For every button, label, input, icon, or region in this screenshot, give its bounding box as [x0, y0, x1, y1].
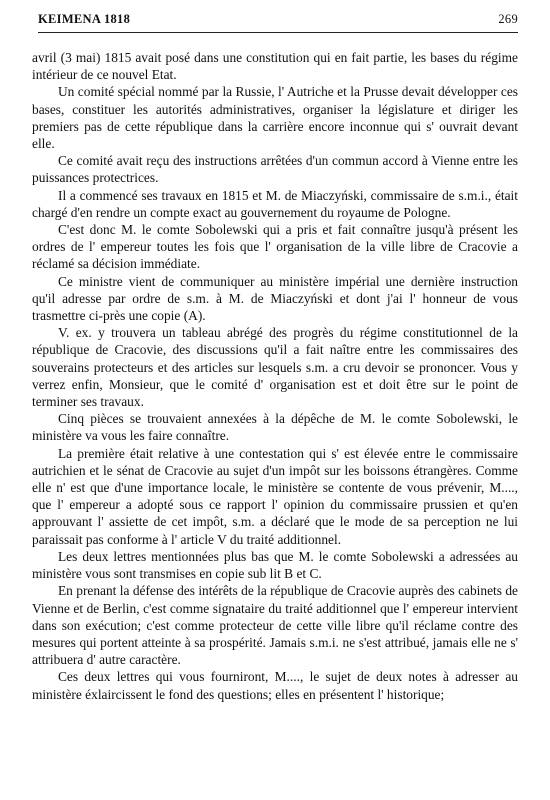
paragraph: C'est donc M. le comte Sobolewski qui a pris et fait connaître jusqu'à présent les ordres de l' empereur toutes les fois que l' organisation de la ville libre de Cracovie a réclamé sa décision immédiate. — [32, 222, 518, 272]
running-header — [32, 12, 518, 28]
paragraph: Il a commencé ses travaux en 1815 et M. de Miaczyński, commissaire de s.m.i., était chargé d'en rendre un compte exact au gouvernement du royaume de Pologne. — [32, 187, 518, 220]
paragraph: avril (3 mai) 1815 avait posé dans une constitution qui en fait partie, les bases du régime intérieur de ce nouvel Etat. — [32, 50, 518, 83]
body-text — [32, 49, 518, 703]
page-number: 269 — [498, 12, 518, 26]
paragraph: Un comité spécial nommé par la Russie, l' Autriche et la Prusse devait développer ces bases, constituer les autorités administratives, organiser la législature et diriger les premiers pas de cette république dans la carrière encore inconnue qui s' ouvrait devant elle. — [32, 84, 518, 152]
paragraph: Ce ministre vient de communiquer au ministère impérial une dernière instruction qu'il adresse par ordre de s.m. à M. de Miaczyński et dont j'ai l' honneur de vous trasmettre ci-près une copie (A). — [32, 273, 518, 324]
paragraph: Ce comité avait reçu des instructions arrêtées d'un commun accord à Vienne entre les puissances protectrices. — [32, 153, 518, 186]
paragraph: Les deux lettres mentionnées plus bas que M. le comte Sobolewski a adressées au ministère vous sont transmises en copie sub lit B et C. — [32, 548, 518, 582]
running-title: KEIMENA 1818 — [38, 12, 131, 26]
paragraph: En prenant la défense des intérêts de la république de Cracovie auprès des cabinets de Vienne et de Berlin, c'est comme signataire du traité additionnel que l' empereur intervient dans son exécution; c'est comme protecteur de cette ville libre qu'il réclame contre des mesures qui portent atteinte à sa prospérité. Jamais s.m.i. ne s'est attribué, jamais elle ne s' attribuera d' autre caractère. — [32, 583, 518, 668]
paragraph: Cinq pièces se trouvaient annexées à la dépêche de M. le comte Sobolewski, le ministère va vous les faire connaître. — [32, 411, 518, 444]
document-page — [32, 12, 518, 703]
header-rule — [38, 32, 518, 33]
paragraph: Ces deux lettres qui vous fourniront, M...., le sujet de deux notes à adresser au ministère éxlaircissent le fond des questions; elles en présentent l' historique; — [32, 669, 518, 702]
paragraph: La première était relative à une contestation qui s' est élevée entre le commissaire autrichien et le sénat de Cracovie au sujet d'un impôt sur les boissons étrangères. Comme elle n' est que d'une importance locale, le ministère se contente de vous prévenir, M...., que l' empereur a adopté sous ce rapport l' opinion du commissaire prussien et qu'en approuvant l' assiette de cet impôt, s.m. a déclaré que le mode de sa perception ne lui paraissait pas conforme à l' article V du traité additionnel. — [32, 445, 518, 547]
paragraph: V. ex. y trouvera un tableau abrégé des progrès du régime constitutionnel de la république de Cracovie, des discussions qu'il a fait naître entre les commissaires des souverains protecteurs et des articles sur lesquels s.m. a cru devoir se prononcer. Vous y verrez enfin, Monsieur, que le comité d' organisation est et doit être sur le point de terminer ses travaux. — [32, 325, 518, 410]
